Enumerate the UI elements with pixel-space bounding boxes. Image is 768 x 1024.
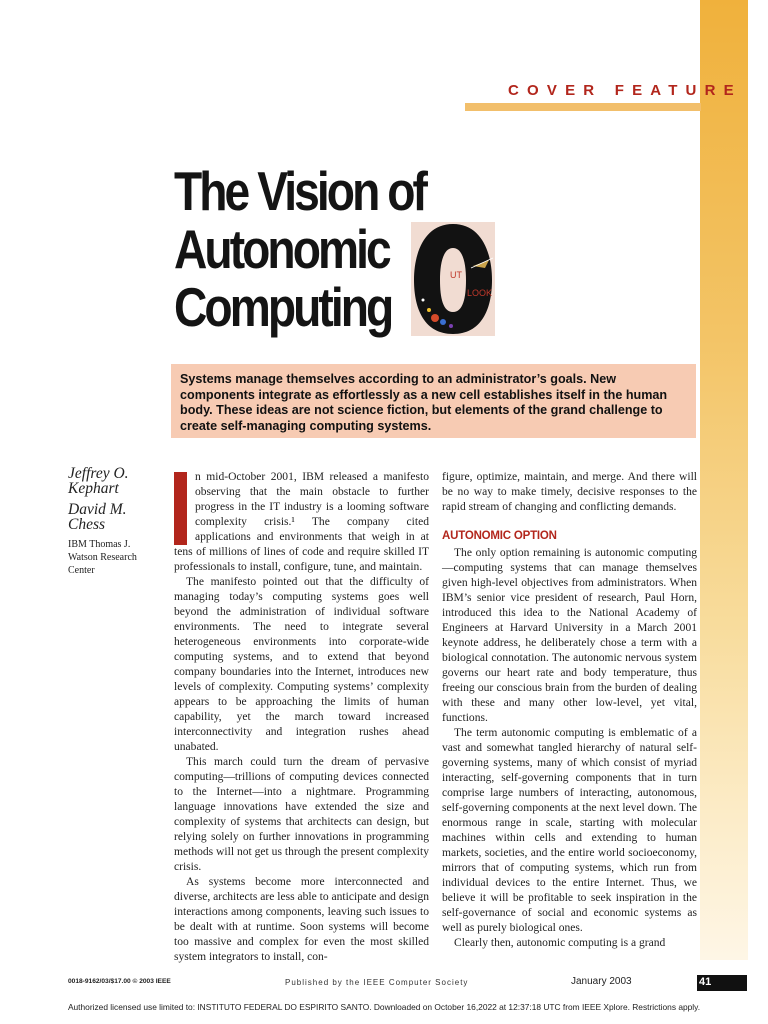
body-column-2 (442, 470, 697, 951)
kicker-rule (465, 103, 701, 111)
body-paragraph: As systems become more interconnected and diverse, architects are less able to anticipate and design interactions among components, leaving such issues to be dealt with at runtime. Soon systems will become too massive and complex for even the most skilled system integrators to install, con- (174, 876, 429, 963)
outlook-logo (411, 222, 495, 336)
logo-word-ut: UT (450, 270, 462, 280)
body-paragraph: The manifesto pointed out that the difficulty of managing today’s computing systems goes well beyond the administration of individual software environments. The need to integrate several heterogeneous environments into corporate-wide computing systems, and to extend that beyond company boundaries into the Internet, introduces new levels of complexity. Computing systems’ complexity appears to be approaching the limits of human capability, yet the march toward increased interconnectivity and integration rushes ahead unabated. (174, 576, 429, 753)
body-paragraph: This march could turn the dream of pervasive computing—trillions of computing devices connected to the Internet—into a nightmare. Programming language innovations have extended the size and complexity of systems that architects can design, but relying solely on further innovations in programming methods will not get us through the present complexity crisis. (174, 756, 429, 873)
section-kicker: COVER FEATURE (508, 82, 742, 99)
body-paragraph: Clearly then, autonomic computing is a grand (454, 937, 666, 949)
footer-publisher: Published by the IEEE Computer Society (285, 978, 469, 987)
standfirst-box (171, 364, 696, 438)
body-paragraph: The term autonomic computing is emblematic of a vast and somewhat tangled hierarchy of natural self-governing systems, many of which consist of myriad interacting, self-governing components that in turn comprise large numbers of interacting, autonomous, self-governing components at the next level down. The enormous range in scale, starting with molecular machines within cells and extending to human markets, societies, and the entire world socioeconomy, mirrors that of computing systems, which run from individual devices to the entire Internet. Thus, we believe it will be profitable to seek inspiration in the self-governance of social and economic systems as well as purely biological ones. (442, 727, 697, 934)
paragraph-text: n mid-October 2001, IBM released a manifesto observing that the main obstacle to further progress in the IT industry is a looming software complexity crisis.¹ The company cited applications and environments that weigh in at tens of millions of lines of code and require skilled IT professionals to install, configure, tune, and maintain. (174, 471, 429, 573)
logo-word-look: LOOK (467, 288, 493, 298)
side-color-stripe (700, 0, 748, 960)
body-paragraph (174, 470, 429, 575)
author-name: Jeffrey O. Kephart (68, 465, 129, 497)
footer-issn: 0018-9162/03/$17.00 © 2003 IEEE (68, 978, 171, 985)
byline (68, 466, 158, 577)
drop-cap (174, 472, 187, 545)
page-number: 41 (699, 976, 712, 988)
author-name: David M. Chess (68, 501, 127, 533)
title-line: Autonomic (174, 218, 389, 280)
footer-date: January 2003 (571, 976, 632, 987)
body-paragraph: The only option remaining is autonomic computing—computing systems that can manage themselves given high-level objectives from administrators. When IBM’s senior vice president of research, Paul Horn, introduced this idea to the National Academy of Engineers at Harvard University in a March 2001 keynote address, he deliberately chose a term with a biological connotation. The autonomic nervous system governs our heart rate and body temperature, thus freeing our conscious brain from the burden of dealing with these and many other low-level, yet vital, functions. (442, 547, 697, 724)
standfirst-text: Systems manage themselves according to an administrator’s goals. New components integrate as effortlessly as a new cell establishes itself in the human body. These ideas are not science fiction, but elements of the grand challenge to create self-managing computing systems. (180, 372, 668, 433)
title-line: The Vision of (174, 160, 425, 222)
article-title (174, 162, 425, 336)
body-paragraph: figure, optimize, maintain, and merge. And there will be no way to make timely, decisive responses to the rapid stream of changing and conflicting demands. (442, 471, 697, 513)
license-notice: Authorized licensed use limited to: INSTITUTO FEDERAL DO ESPIRITO SANTO. Downloaded on October 16,2022 at 12:37:18 UTC from IEEE Xplore. Restrictions apply. (67, 1002, 701, 1012)
author-affiliation: IBM Thomas J. Watson Research Center (68, 539, 137, 576)
body-column-1 (174, 470, 429, 965)
title-line: Computing (174, 276, 392, 338)
section-heading: AUTONOMIC OPTION (442, 530, 557, 542)
